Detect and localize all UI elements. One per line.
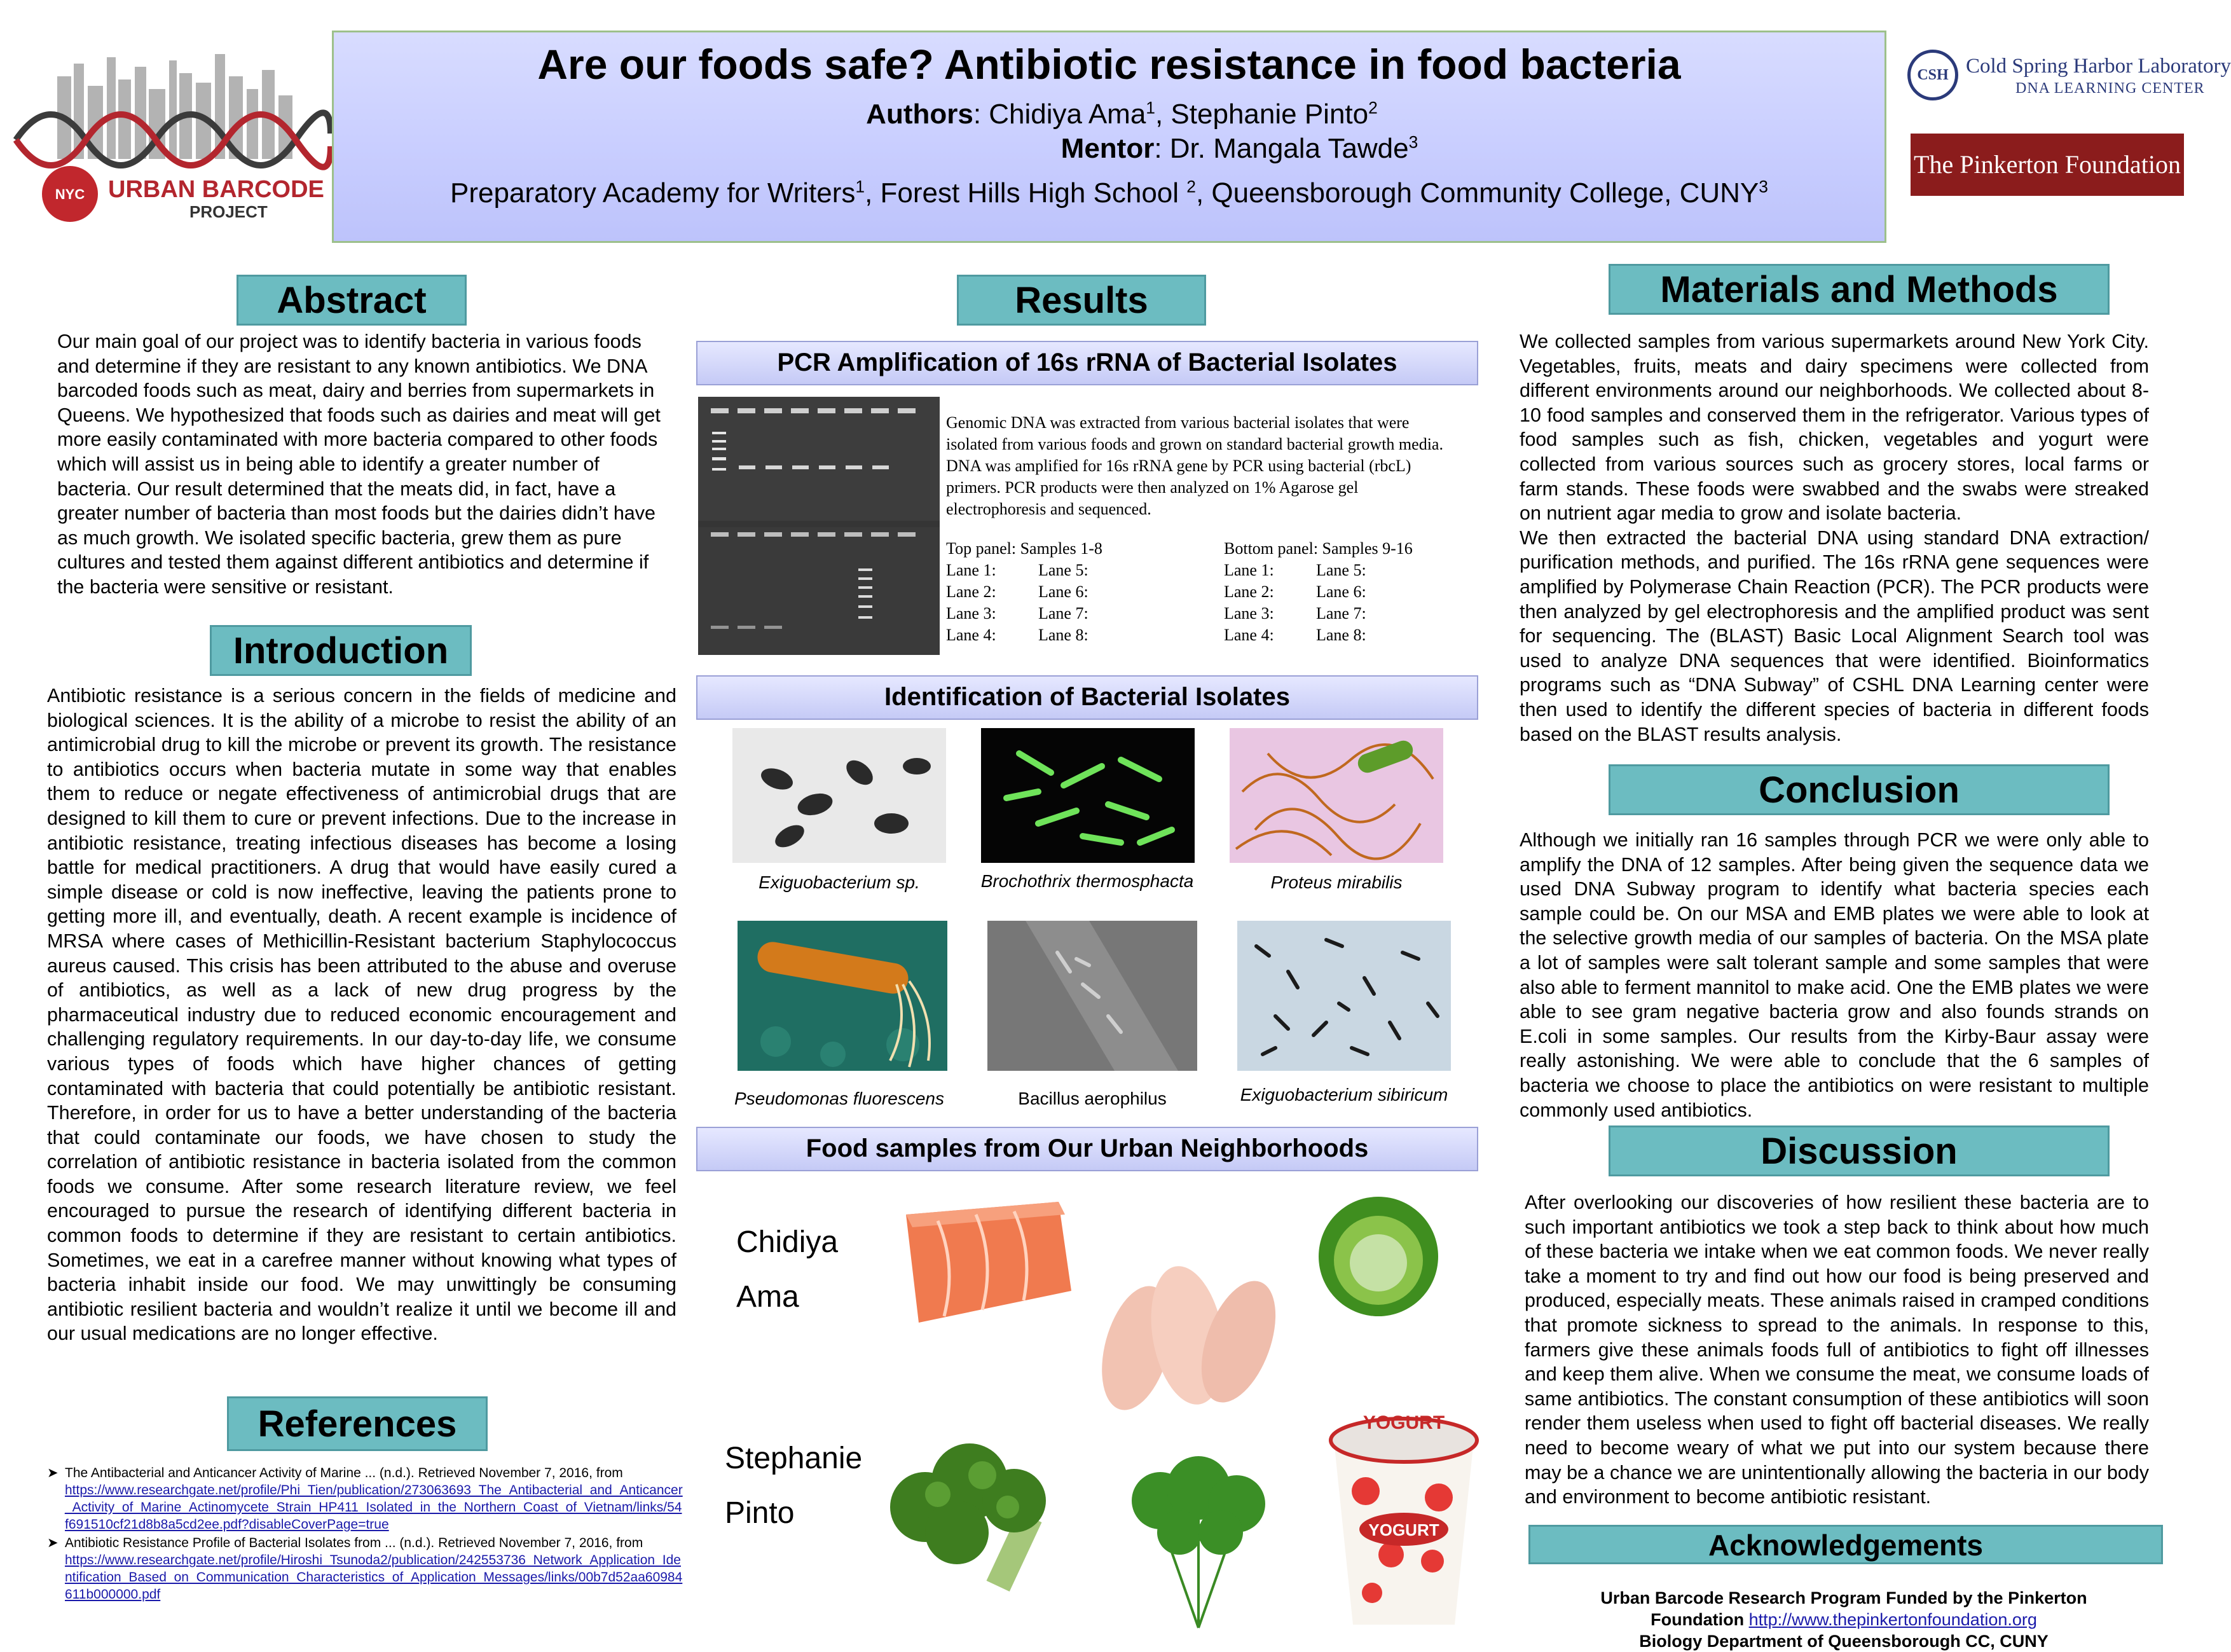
lane-label: Lane 6:	[1038, 582, 1088, 601]
lane-label: Lane 7:	[1316, 604, 1366, 623]
lane-label: Lane 4:	[946, 626, 996, 644]
student-chidiya-first: Chidiya	[736, 1225, 839, 1259]
authors-label: Authors	[866, 99, 973, 130]
gel-electrophoresis-image	[698, 397, 940, 655]
poster-title: Are our foods safe? Antibiotic resistance in food bacteria	[537, 41, 1681, 88]
authors-names: : Chidiya Ama$^1$, Stephanie Pinto$^2$	[973, 98, 1378, 130]
logo-nyc-text: NYC	[55, 186, 85, 202]
authors-line	[334, 99, 1884, 130]
ack-line-3: Biology Department of Queensborough CC, CUNY	[1639, 1632, 2049, 1651]
cshl-mark: CSH	[1907, 50, 1958, 100]
lane-row	[946, 624, 1200, 646]
introduction-text: Antibiotic resistance is a serious concern in the fields of medicine and biological sciences. It is the ability of a microbe to resist the ability of an antimicrobial drug to kill the microbe or prevent its growth. The resistance to antibiotics occurs when bacteria mutate in some way that enables them to reduce or negate effectiveness of antimicrobial drugs that are designed to kill them to cure or prevent infections. Due to the increase in antibiotic resistance, treating infectious diseases has become a losing battle for medical practitioners. A drug that would have easily cured a simple disease or cold is now ineffective, leaving the patients prone to getting more ill, and eventually, death. A recent example is incidence of MRSA where cases of Methicillin-Resistant bacterium Staphylococcus aureus caused. This crisis has been attributed to the abuse and overuse of antibiotics, as well as a lack of new drug progress by the pharmaceutical industry due to reduced economic encouragement and challenging regulatory requirements. In our day-to-day life, we consume various types of foods which have higher chances of getting contaminated with bacteria that could potentially be antibiotic resistant. Therefore, in order for us to have a better understanding of the bacteria that could contaminate our foods, we have chosen to study the correlation of antibiotic resistance in bacteria isolated from the common foods we consume. After some research literature review, we feel encouraged to pursue the research of identifying different bacteria in common foods to determine if they are resistant to certain antibiotics. Sometimes, we eat in a carefree manner without knowing what types of bacteria inhabit inside our food. We may unwittingly be consuming antibiotic resilient bacteria and wouldn’t realize it until we become ill and our usual medications are no longer effective.	[47, 685, 676, 1345]
urban-barcode-logo	[13, 51, 331, 229]
lane-row	[1224, 560, 1478, 581]
mentor-line	[334, 133, 1884, 165]
isolate-label: Bacillus aerophilus	[1018, 1089, 1167, 1108]
reference-text: Antibiotic Resistance Profile of Bacterial Isolates from ... (n.d.). Retrieved November 7, 2016, from	[65, 1536, 643, 1550]
lane-row	[1224, 581, 1478, 603]
micrograph-exiguobacterium	[732, 728, 946, 863]
lane-row	[1224, 624, 1478, 646]
arrow-bullet-icon: ➤	[47, 1466, 58, 1480]
student-stephanie-last: Pinto	[725, 1496, 795, 1530]
bottom-panel-label: Bottom panel: Samples 9-16	[1224, 539, 1413, 558]
cshl-logo	[1907, 50, 2231, 107]
cshl-name: Cold Spring Harbor Laboratory	[1966, 55, 2231, 78]
gel-lanes-bottom	[1224, 538, 1478, 646]
lane-label: Lane 5:	[1038, 561, 1088, 579]
yogurt-image	[1321, 1396, 1486, 1631]
food-samples-subheading: Food samples from Our Urban Neighborhoods	[696, 1127, 1478, 1171]
lane-row	[946, 560, 1200, 581]
acknowledgements-heading: Acknowledgements	[1528, 1525, 2163, 1564]
lane-label: Lane 7:	[1038, 604, 1088, 623]
logo-urban-text: URBAN BARCODE	[108, 176, 324, 203]
methods-paragraph-1: We collected samples from various supermarkets around New York City. Vegetables, fruits, meats and dairy specimens were collected from different environments around our neighborhoods. We collected about 8-10 food samples and conserved them in the refrigerator. Various types of food samples such as fish, chicken, vegetables and yogurt were collected from various sources such as grocery stores, local farms or farm stands. These foods were swabbed and the swabs were streaked on nutrient agar media to grow and isolate bacteria.	[1520, 331, 2149, 525]
isolate-label: Proteus mirabilis	[1270, 872, 1403, 892]
lane-label: Lane 2:	[1224, 582, 1274, 601]
acknowledgements-text	[1520, 1587, 2168, 1652]
reference-link[interactable]: https://www.researchgate.net/profile/Phi_Tien/publication/273063693_The_Antibacterial_and_Anticancer_Activity_of_Marine_Actinomycete_Strain_HP411_Isolated_in_the_Northern_Coast_of_Vietnam/links/54f691510cf21d8b8a5cd2ee.pdf?disableCoverPage=true	[65, 1483, 683, 1532]
discussion-heading: Discussion	[1609, 1125, 2110, 1176]
mentor-name: : Dr. Mangala Tawde$^3$	[1154, 132, 1418, 164]
isolate-label: Brochothrix thermosphacta	[980, 871, 1194, 891]
pinkerton-link[interactable]: http://www.thepinkertonfoundation.org	[1748, 1610, 2037, 1629]
yogurt-cup-text: YOGURT	[1368, 1520, 1439, 1539]
lane-label: Lane 8:	[1316, 626, 1366, 644]
ack-foundation-label: Foundation	[1651, 1610, 1749, 1629]
lane-row	[946, 603, 1200, 624]
top-panel-label: Top panel: Samples 1-8	[946, 539, 1102, 558]
reference-text: The Antibacterial and Anticancer Activity of Marine ... (n.d.). Retrieved November 7, 2016, from	[65, 1466, 623, 1480]
affiliations-line: Preparatory Academy for Writers$^1$, Forest Hills High School $^2$, Queensborough Community College, CUNY$^3$	[450, 177, 1768, 209]
abstract-text: Our main goal of our project was to identify bacteria in various foods and determine if they are resistant to any known antibiotics. We DNA barcoded foods such as meat, dairy and berries from supermarkets in Queens. We hypothesized that foods such as dairies and meat will get more easily contaminated with more bacteria compared to other foods which will assist us in being able to identify a greater number of bacteria. Our result determined that the meats did, in fact, have a greater number of bacteria than most foods but the dairies didn’t have as much growth. We isolated specific bacteria, grew them as pure cultures and tested them against different antibiotics and determine if the bacteria were sensitive or resistant.	[57, 331, 661, 598]
reference-item	[47, 1534, 683, 1603]
micrograph-exiguobacterium-sibiricum	[1237, 921, 1451, 1071]
methods-heading: Materials and Methods	[1609, 264, 2110, 315]
reference-link[interactable]: https://www.researchgate.net/profile/Hiroshi_Tsunoda2/publication/242553736_Network_Application_Identification_Based_on_Communication_Characteristics_of_Application_Messages/links/00b7d52aa60984611b000000.pdf	[65, 1553, 683, 1602]
student-chidiya-last: Ama	[736, 1280, 799, 1314]
lane-label: Lane 8:	[1038, 626, 1088, 644]
lane-label: Lane 5:	[1316, 561, 1366, 579]
abstract-heading: Abstract	[237, 275, 467, 326]
poster-header	[332, 31, 1886, 243]
micrograph-proteus	[1230, 728, 1443, 863]
lane-label: Lane 6:	[1316, 582, 1366, 601]
conclusion-heading: Conclusion	[1609, 764, 2110, 815]
references-heading: References	[227, 1396, 488, 1451]
yogurt-lid-text: YOGURT	[1363, 1412, 1445, 1433]
methods-text	[1520, 329, 2149, 747]
gel-caption: Genomic DNA was extracted from various bacterial isolates that were isolated from various foods and grown on standard bacterial growth media. DNA was amplified for 16s rRNA gene by PCR using bacterial (rbcL) primers. PCR products were then analyzed on 1% Agarose gel electrophoresis and sequenced.	[946, 413, 1443, 518]
pcr-subheading: PCR Amplification of 16s rRNA of Bacterial Isolates	[696, 341, 1478, 385]
pinkerton-logo: The Pinkerton Foundation	[1911, 134, 2184, 196]
arrow-bullet-icon: ➤	[47, 1536, 58, 1550]
isolate-label: Pseudomonas fluorescens	[734, 1089, 944, 1108]
student-stephanie-first: Stephanie	[725, 1442, 863, 1475]
identification-subheading: Identification of Bacterial Isolates	[696, 675, 1478, 720]
lane-label: Lane 1:	[946, 561, 996, 579]
references-list	[47, 1464, 683, 1603]
cabbage-image	[1316, 1194, 1441, 1319]
logo-project-text: PROJECT	[189, 202, 268, 221]
salmon-image	[881, 1189, 1084, 1335]
reference-item	[47, 1464, 683, 1533]
micrograph-bacillus	[987, 921, 1197, 1071]
conclusion-text: Although we initially ran 16 samples through PCR we were only able to amplify the DNA of 12 samples. After being given the sequence data we used DNA Subway program to identify what bacteria species each sample could be. On our MSA and EMB plates we were able to look at the selective growth media of our samples of bacteria. On the MSA plate a lot of samples were salt tolerant sample and some samples that were also able to ferment mannitol to make acid. One the EMB plates we were able to see gram negative bacteria grow and also founds strands on E.coli in some samples. Our results from the Kirby-Baur assay were really astonishing. We were able to conclude that the 6 samples of bacteria we choose to place the antibiotics on were resistant to multiple commonly used antibiotics.	[1520, 829, 2149, 1121]
mentor-label: Mentor	[1061, 133, 1155, 164]
lane-row	[1224, 603, 1478, 624]
lane-label: Lane 1:	[1224, 561, 1274, 579]
cshl-subtitle: DNA LEARNING CENTER	[2015, 80, 2205, 97]
lane-label: Lane 2:	[946, 582, 996, 601]
isolate-label: Exiguobacterium sibiricum	[1240, 1085, 1448, 1105]
micrograph-pseudomonas	[738, 921, 947, 1071]
parsley-image	[1122, 1443, 1275, 1634]
introduction-heading: Introduction	[210, 625, 472, 676]
gel-lanes-top	[946, 538, 1200, 646]
lane-label: Lane 4:	[1224, 626, 1274, 644]
discussion-text: After overlooking our discoveries of how resilient these bacteria are to such important antibiotics we took a step back to think about how much of these bacteria we intake when we eat common foods. We never really take a moment to try and find out how our food is being preserved and produced, especially meats. These animals raised in cramped conditions that promote sickness to spread to the animals. In response to this, farmers give these animals foods full of antibiotics to fight off illnesses and keep them alive. When we consume the meat, we consume loads of same antibiotics. The constant consumption of these antibiotics will soon render them useless when used to fight off bacterial diseases. We really need to become weary of what we put into our system because there may be a chance we are unintentionally allowing the bacteria in our body and environment to become antibiotic resistant.	[1525, 1192, 2149, 1508]
micrograph-brochothrix	[981, 728, 1195, 863]
broccoli-image	[881, 1437, 1084, 1596]
chicken-image	[1092, 1253, 1279, 1419]
ack-line-1: Urban Barcode Research Program Funded by the Pinkerton	[1600, 1588, 2087, 1607]
lane-label: Lane 3:	[1224, 604, 1274, 623]
results-heading: Results	[957, 275, 1206, 326]
isolate-label: Exiguobacterium sp.	[759, 872, 920, 892]
lane-label: Lane 3:	[946, 604, 996, 623]
ack-line-2	[1520, 1609, 2168, 1630]
lane-row	[946, 581, 1200, 603]
methods-paragraph-2: We then extracted the bacterial DNA using standard DNA extraction/ purification methods, and purified. The 16s rRNA gene sequences were amplified by Polymerase Chain Reaction (PCR). The PCR products were then analyzed by gel electrophoresis and the amplified product was sent for sequencing. The (BLAST) Basic Local Alignment Search tool was used to analyze DNA sequences that were identified. Bioinformatics programs such as “DNA Subway” of CSHL DNA Learning center were then used to identify the different species of bacteria in different foods based on the BLAST results analysis.	[1520, 527, 2149, 745]
